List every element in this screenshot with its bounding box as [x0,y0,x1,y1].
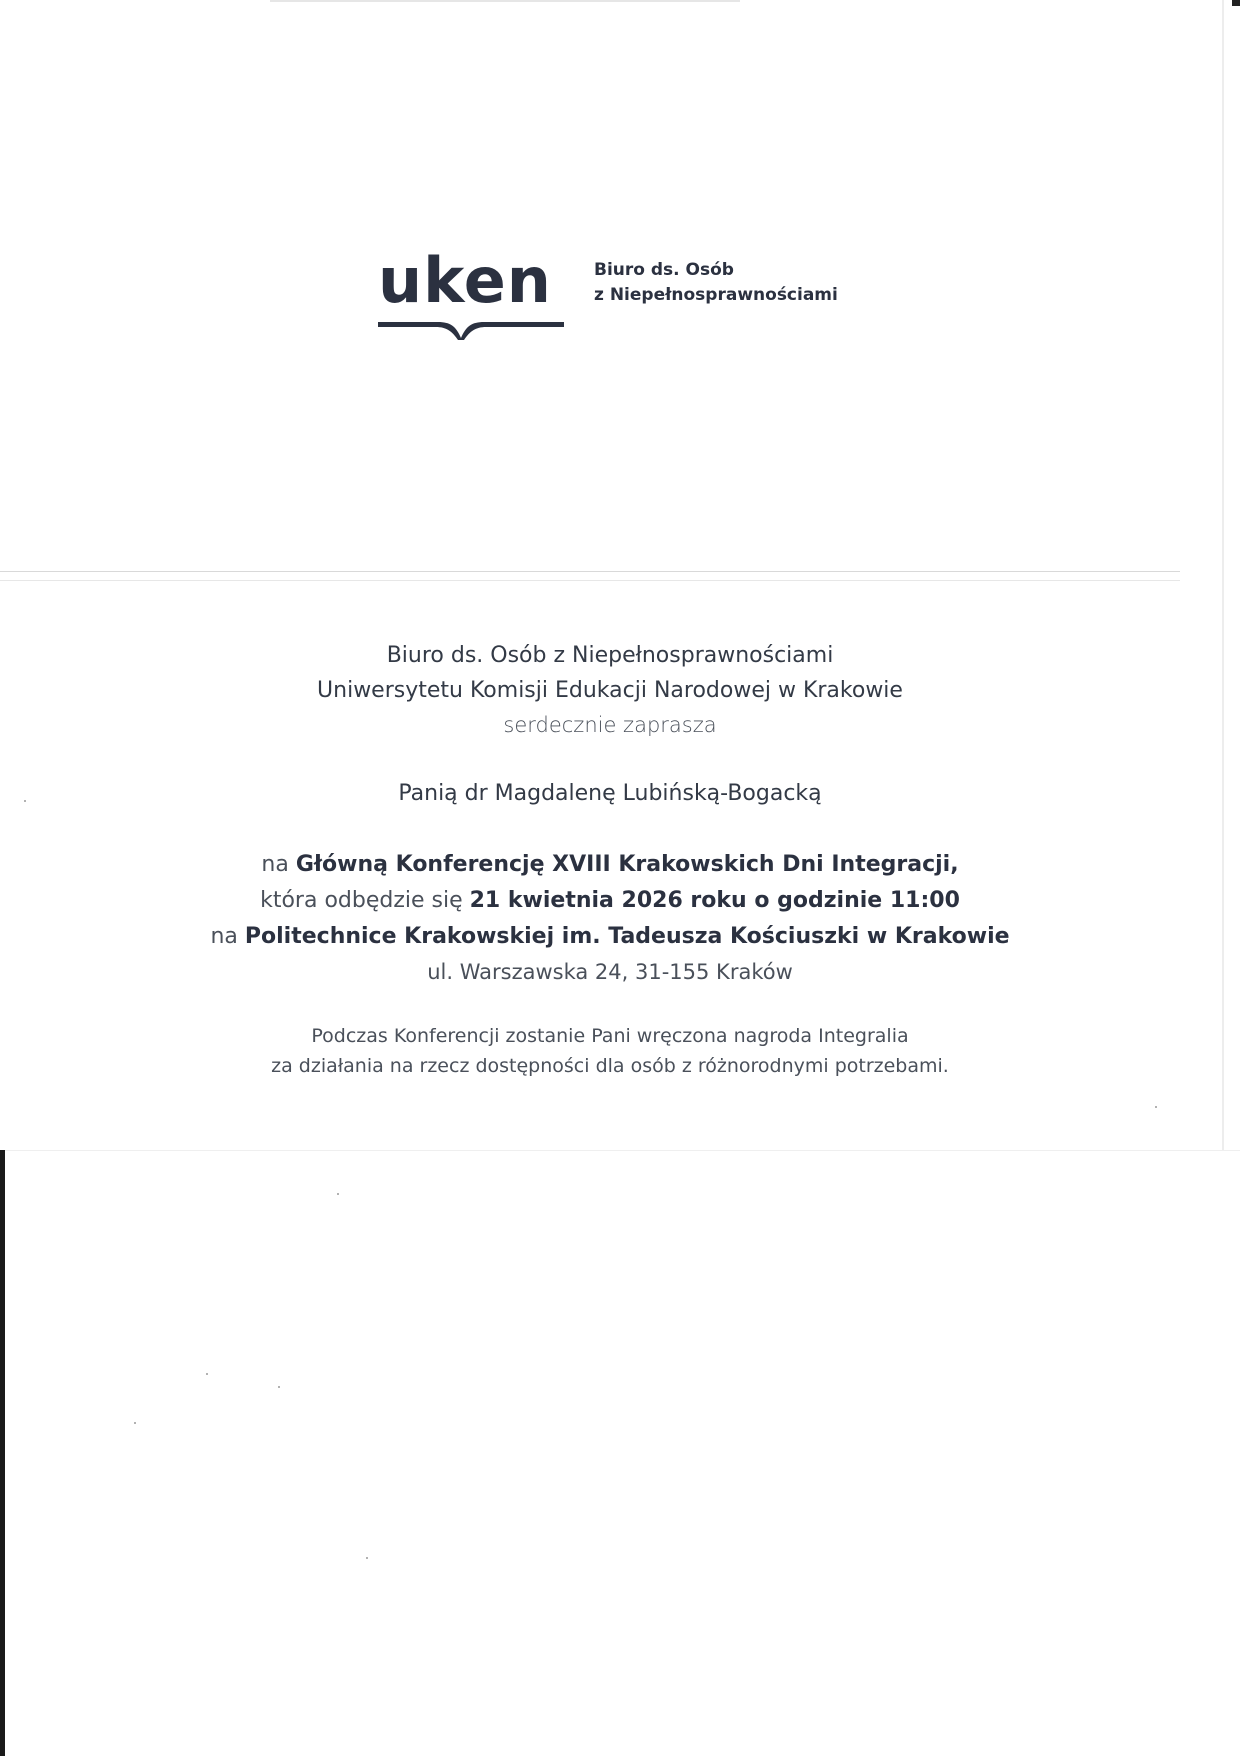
venue-name: Politechnice Krakowskiej im. Tadeusza Kościuszki w Krakowie [244,924,1010,949]
scan-top-edge [270,0,740,2]
venue-line [0,919,1220,955]
venue-address: ul. Warszawska 24, 31-155 Kraków [427,960,793,984]
scan-speck [206,1373,208,1375]
fold-line [0,571,1180,572]
venue-prefix: na [210,924,245,949]
award-line-2: za działania na rzecz dostępności dla osób z różnorodnymi potrzebami. [271,1055,949,1077]
sender-line-1: Biuro ds. Osób z Niepełnosprawnościami [386,643,834,668]
date-prefix: która odbędzie się [260,888,470,913]
event-prefix: na [261,852,296,877]
event-details [0,847,1220,955]
event-line [0,847,1220,883]
event-name: Główną Konferencję XVIII Krakowskich Dni Integracji, [295,852,959,877]
recipient-name: Panią dr Magdalenę Lubińską-Bogacką [398,781,822,806]
invites-line: serdecznie zaprasza [503,713,717,737]
scan-speck [1155,1106,1157,1108]
logo-wordmark: uken [378,244,552,317]
office-name [594,258,838,308]
scan-right-edge [1222,0,1224,1150]
uken-logo [378,244,578,340]
scan-left-edge [0,1150,5,1756]
date-line [0,883,1220,919]
scan-speck [134,1422,136,1424]
office-name-line-1: Biuro ds. Osób [594,260,734,280]
card-bottom-edge [5,1150,1240,1151]
invitation-text [0,638,1220,1081]
scan-corner-mark [1232,0,1240,6]
scan-speck [337,1193,339,1195]
sender-line-2: Uniwersytetu Komisji Edukacji Narodowej w Krakowie [317,678,903,703]
scan-speck [366,1557,368,1559]
award-line-1: Podczas Konferencji zostanie Pani wręczona nagroda Integralia [311,1025,909,1047]
award-note [0,1021,1220,1081]
fold-line-shadow [0,580,1180,581]
scan-speck [278,1386,280,1388]
event-date: 21 kwietnia 2026 roku o godzinie 11:00 [469,888,960,913]
book-underline-icon [378,310,564,340]
office-name-line-2: z Niepełnosprawnościami [594,285,838,305]
